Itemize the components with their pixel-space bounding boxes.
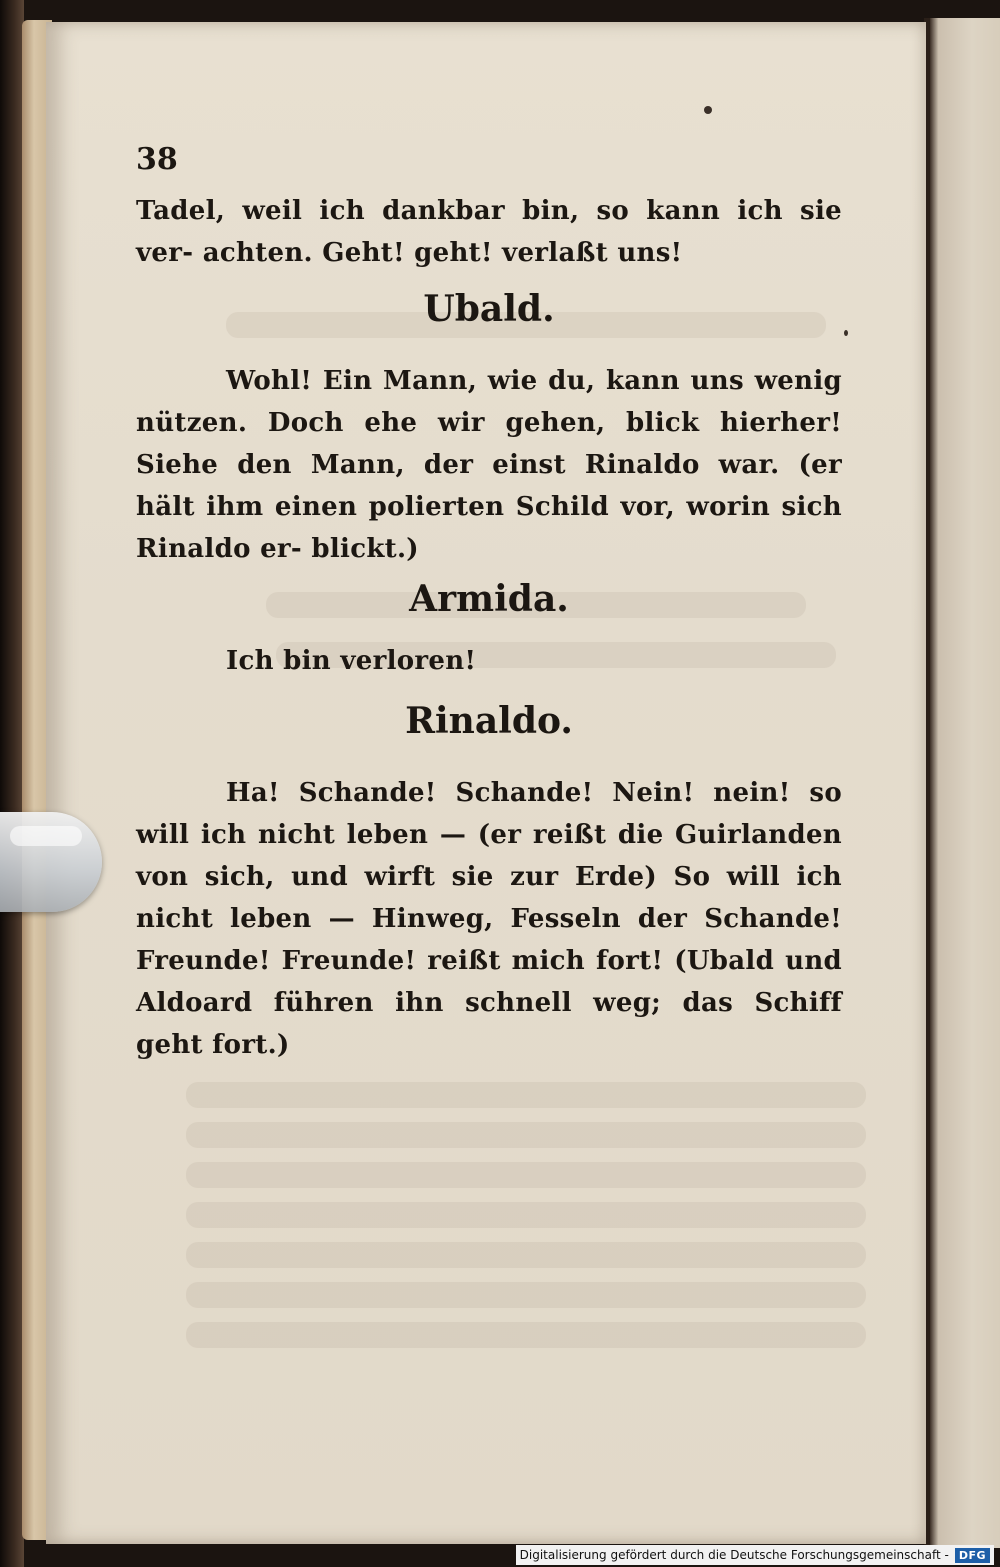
paragraph: Wohl! Ein Mann, wie du, kann uns wenig nützen. Doch ehe wir gehen, blick hierher! Siehe den Mann, der einst Rinaldo war. (er hält ihm einen polierten Schild vor, worin sich Rinaldo er- blickt.) [136, 366, 842, 564]
paragraph: Ha! Schande! Schande! Nein! nein! so will ich nicht leben — (er reißt die Guirlanden von sich, und wirft sie zur Erde) So will ich nicht leben — Hinweg, Fesseln der Schande! Freunde! Freunde! reißt mich fort! (Ubald und Aldoard führen ihn schnell weg; das Schiff geht fort.) [136, 778, 842, 1060]
paragraph: Ich bin verloren! [226, 646, 477, 676]
paragraph: Tadel, weil ich dankbar bin, so kann ich sie ver- achten. Geht! geht! verlaßt uns! [136, 196, 842, 268]
credit-text: Digitalisierung gefördert durch die Deutsche Forschungsgemeinschaft - [519, 1548, 949, 1562]
ink-speck [844, 330, 848, 336]
digitization-credit [516, 1545, 994, 1565]
ink-speck [704, 106, 712, 114]
book-spine-shadow [0, 0, 24, 1567]
page-number: 38 [136, 142, 178, 177]
facing-page [930, 18, 1000, 1548]
dfg-logo: DFG [955, 1548, 990, 1563]
speaker-heading: Rinaldo. [405, 700, 573, 742]
speaker-heading: Armida. [409, 578, 569, 620]
speaker-heading: Ubald. [423, 288, 555, 330]
plastic-page-clip [0, 812, 102, 912]
